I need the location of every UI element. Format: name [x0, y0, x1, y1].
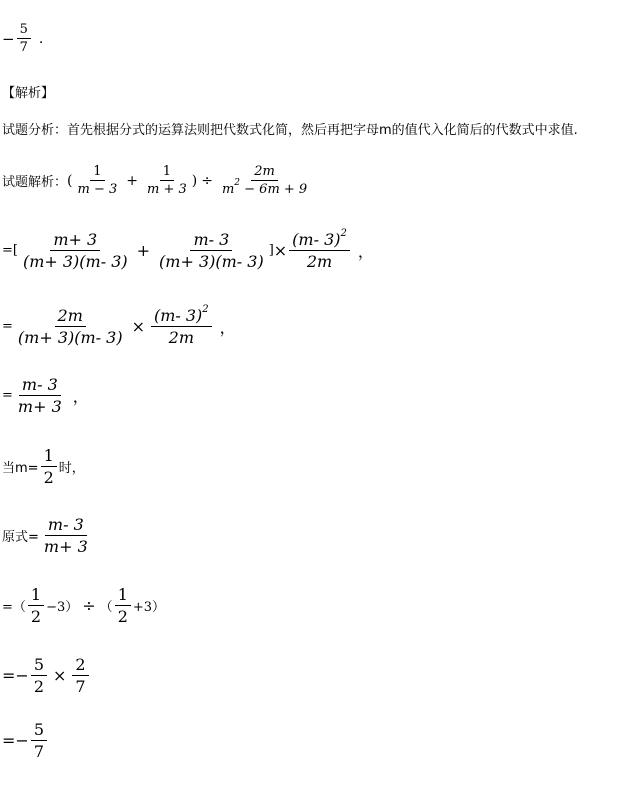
solution-fraction-2: $\frac{1}{m + 3}$ — [146, 164, 187, 197]
answer-period: . — [38, 30, 44, 47]
section-title: 【解析】 — [2, 86, 55, 101]
step6-fraction-1: $\frac{5}{2}$ — [31, 655, 47, 696]
step5-fraction-2: $\frac{1}{2}$ — [115, 585, 131, 626]
step2-fraction-a: $\frac{2m}{(m+ 3)(m- 3)}$ — [17, 306, 123, 347]
original-line: 原式= $\frac{m- 3}{m+ 3}$ — [2, 515, 93, 556]
solution-label: 试题解析： — [2, 175, 68, 190]
step6-fraction-2: $\frac{2}{7}$ — [72, 655, 88, 696]
step-1: =[ $\frac{m+ 3}{(m+ 3)(m- 3)}$ + $\frac{m- 3}{(m+ 3)(m- 3)}$ ] × $\frac{(m- 3)^2}{2m}$ ， — [2, 228, 374, 271]
when-fraction: $\frac{1}{2}$ — [41, 446, 57, 487]
step-2: = $\frac{2m}{(m+ 3)(m- 3)}$ × $\frac{(m- 3)^2}{2m}$ ， — [2, 304, 236, 347]
step1-fraction-c: $\frac{(m- 3)^2}{2m}$ — [289, 230, 350, 271]
solution-fraction-1: $\frac{1}{m - 3}$ — [77, 164, 118, 197]
answer-fraction: $\frac{5}{7}$ — [17, 22, 31, 55]
step-6: =− $\frac{5}{2}$ × $\frac{2}{7}$ — [2, 655, 91, 696]
step-3: = $\frac{m- 3}{m+ 3}$ ， — [2, 375, 89, 416]
analysis-label: 试题分析： — [2, 123, 68, 138]
answer-line — [2, 22, 43, 55]
step7-fraction: $\frac{5}{7}$ — [31, 720, 47, 761]
when-line: 当m= $\frac{1}{2}$ 时， — [2, 446, 85, 487]
solution-fraction-3: $\frac{2m}{m^2 - 6m + 9}$ — [221, 164, 308, 197]
step5-fraction-1: $\frac{1}{2}$ — [28, 585, 44, 626]
step-7: =− $\frac{5}{7}$ — [2, 720, 49, 761]
step2-fraction-b: $\frac{(m- 3)^2}{2m}$ — [151, 306, 212, 347]
analysis-line — [2, 119, 578, 138]
step-5: =（ $\frac{1}{2}$ −3） ÷ （ $\frac{1}{2}$ +3） — [2, 585, 166, 626]
step1-fraction-b: $\frac{m- 3}{(m+ 3)(m- 3)}$ — [159, 230, 264, 271]
answer-sign: − — [2, 29, 15, 48]
original-fraction: $\frac{m- 3}{m+ 3}$ — [43, 515, 88, 556]
step1-fraction-a: $\frac{m+ 3}{(m+ 3)(m- 3)}$ — [22, 230, 128, 271]
step3-fraction: $\frac{m- 3}{m+ 3}$ — [17, 375, 62, 416]
solution-line: 试题解析： ( $\frac{1}{m - 3}$ + $\frac{1}{m + 3}$ ) ÷ $\frac{2m}{m^2 - 6m + 9}$ — [2, 164, 312, 197]
analysis-text: 首先根据分式的运算法则把代数式化简，然后再把字母m的值代入化简后的代数式中求值. — [67, 123, 578, 138]
